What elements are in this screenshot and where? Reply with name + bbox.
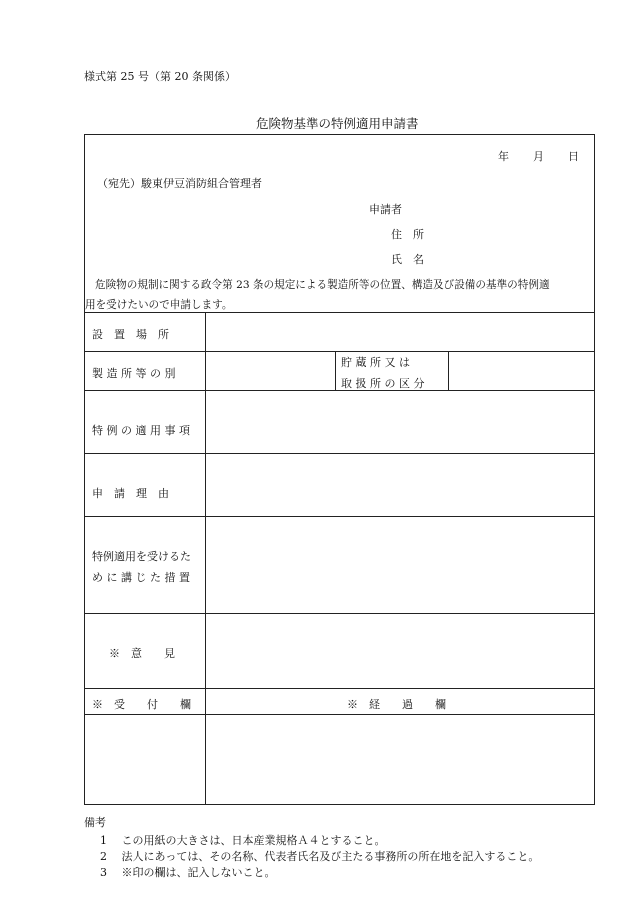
storage-category-field[interactable] xyxy=(449,352,594,390)
form-number: 様式第 25 号（第 20 条関係） xyxy=(84,70,236,83)
reception-field xyxy=(85,715,205,804)
notes-heading: 備考 xyxy=(84,816,106,829)
special-items-label: 特 例 の 適 用 事 項 xyxy=(92,424,190,437)
reason-field[interactable] xyxy=(206,454,594,516)
facility-type-label: 製 造 所 等 の 別 xyxy=(92,367,176,380)
addressee: （宛先）駿東伊豆消防組合管理者 xyxy=(97,177,262,190)
facility-type-field[interactable] xyxy=(206,352,335,390)
location-field[interactable] xyxy=(206,313,594,351)
date-year: 年 xyxy=(498,150,509,163)
special-items-field[interactable] xyxy=(206,391,594,453)
applicant-address-label: 住 所 xyxy=(391,228,424,241)
date-day: 日 xyxy=(568,150,579,163)
form-title: 危険物基準の特例適用申請書 xyxy=(256,116,419,131)
note-item-2: 2 法人にあっては、その名称、代表者氏名及び主たる事務所の所在地を記入すること。 xyxy=(100,850,540,863)
opinion-field xyxy=(206,614,594,688)
reason-label: 申 請 理 由 xyxy=(92,487,169,500)
applicant-name-label: 氏 名 xyxy=(391,253,424,266)
measures-label-1: 特例適用を受けるた xyxy=(92,550,191,563)
measures-field[interactable] xyxy=(206,517,594,613)
date-month: 月 xyxy=(533,150,544,163)
application-form xyxy=(84,134,595,805)
progress-label: ※ 経 過 欄 xyxy=(347,698,446,711)
progress-field xyxy=(206,715,594,804)
application-statement-line2: 用を受けたいので申請します。 xyxy=(85,299,233,311)
opinion-label: ※ 意 見 xyxy=(109,647,175,660)
application-statement-line1: 危険物の規制に関する政令第 23 条の規定による製造所等の位置、構造及び設備の基準の特例適 xyxy=(95,279,550,291)
note-item-3: 3 ※印の欄は、記入しないこと。 xyxy=(100,866,276,879)
location-label: 設 置 場 所 xyxy=(92,328,169,341)
reception-label: ※ 受 付 欄 xyxy=(92,698,191,711)
storage-category-label-1: 貯 蔵 所 又 は xyxy=(341,356,410,369)
storage-category-label-2: 取 扱 所 の 区 分 xyxy=(341,377,425,390)
note-item-1: 1 この用紙の大きさは、日本産業規格Ａ４とすること。 xyxy=(100,834,386,847)
measures-label-2: め に 講 じ た 措 置 xyxy=(92,571,190,584)
applicant-label: 申請者 xyxy=(369,203,402,216)
